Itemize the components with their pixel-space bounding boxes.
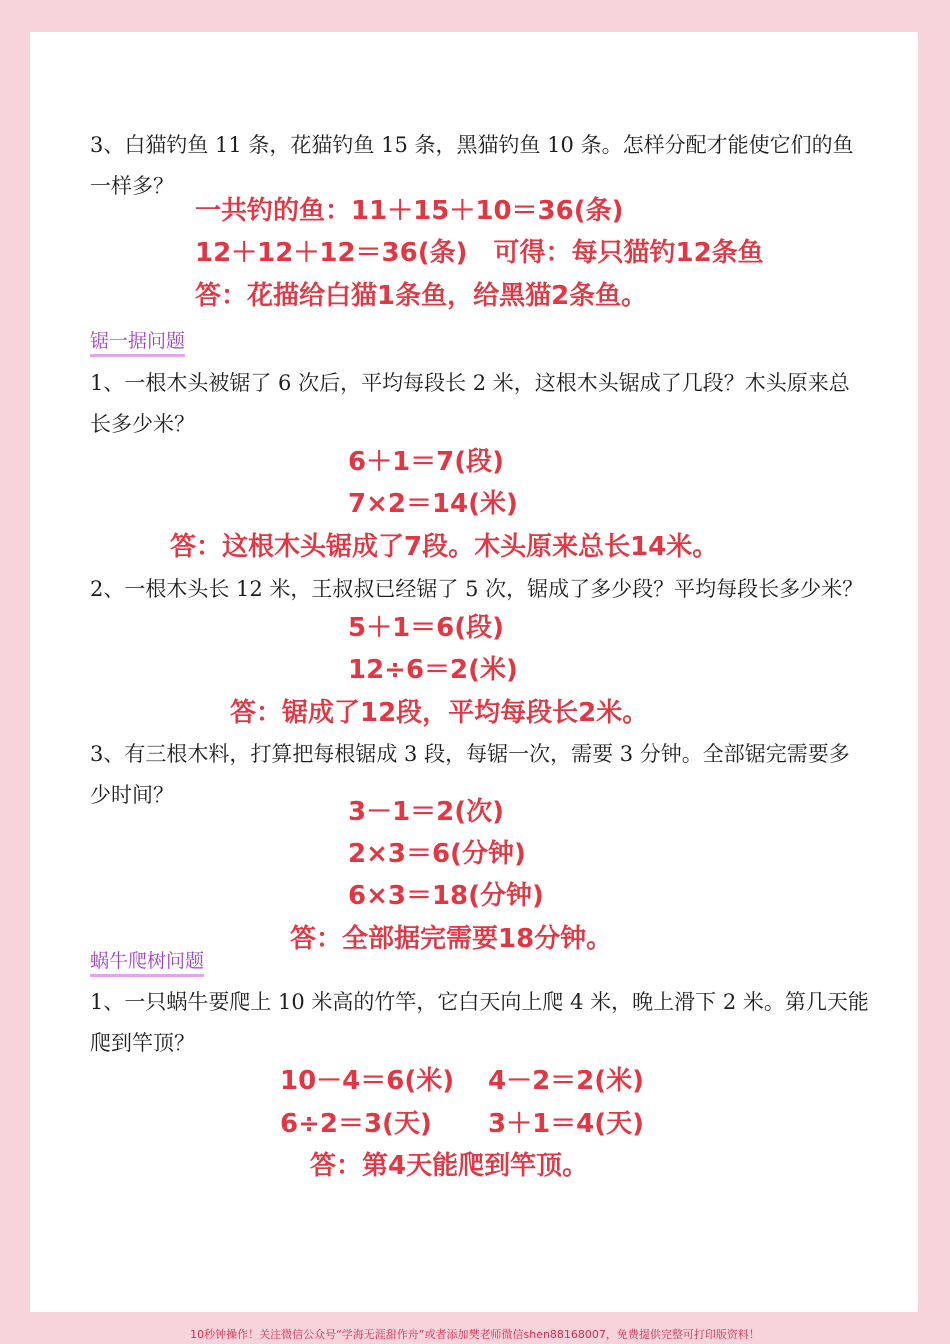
- snail-line-3: 6÷2＝3(天): [280, 1109, 432, 1139]
- snail-line-2: 4－2＝2(米): [488, 1066, 645, 1096]
- fish-answer-line-2: 12＋12＋12＝36(条) 可得：每只猫钓12条鱼: [195, 238, 764, 268]
- saw-q2-answer: 答：锯成了12段，平均每段长2米。: [230, 698, 649, 728]
- snail-line-1: 10－4＝6(米): [280, 1066, 455, 1096]
- saw-q2-line-2: 12÷6＝2(米): [348, 655, 518, 685]
- saw-q2-question: 2、一根木头长 12 米，王叔叔已经锯了 5 次，锯成了多少段？平均每段长多少米？: [90, 577, 864, 601]
- saw-q3-line-1: 3－1＝2(次): [348, 797, 505, 827]
- saw-q3-answer: 答：全部据完需要18分钟。: [290, 924, 613, 954]
- saw-q1-line-2: 7×2＝14(米): [348, 489, 518, 519]
- footer-promo-text: 10秒钟操作！关注微信公众号“学海无涯甜作舟”或者添加樊老师微信shen88168007，免费提供完整可打印版资料！: [190, 1328, 760, 1341]
- fish-answer-line-3: 答：花描给白猫1条鱼，给黑猫2条鱼。: [195, 281, 648, 311]
- section-heading-snail: 蜗牛爬树问题: [90, 949, 204, 977]
- snail-q1-question: 1、一只蜗牛要爬上 10 米高的竹竿，它白天向上爬 4 米，晚上滑下 2 米。第几天能爬到竿顶？: [90, 990, 869, 1055]
- snail-answer: 答：第4天能爬到竿顶。: [310, 1151, 589, 1181]
- fish-answer-line-1: 一共钓的鱼：11＋15＋10＝36(条): [195, 196, 624, 226]
- saw-q1-line-1: 6＋1＝7(段): [348, 447, 505, 477]
- snail-line-4: 3＋1＝4(天): [488, 1109, 645, 1139]
- saw-q2-line-1: 5＋1＝6(段): [348, 613, 505, 643]
- saw-q3-question: 3、有三根木料，打算把每根锯成 3 段，每锯一次，需要 3 分钟。全部锯完需要多少时间？: [90, 742, 850, 807]
- saw-q3-line-2: 2×3＝6(分钟): [348, 839, 526, 869]
- fish-question: 3、白猫钓鱼 11 条，花猫钓鱼 15 条，黑猫钓鱼 10 条。怎样分配才能使它们的鱼一样多？: [90, 133, 854, 198]
- saw-q1-question: 1、一根木头被锯了 6 次后，平均每段长 2 米，这根木头锯成了几段？木头原来总长多少米？: [90, 371, 850, 436]
- saw-q1-answer: 答：这根木头锯成了7段。木头原来总长14米。: [170, 532, 719, 562]
- saw-q3-line-3: 6×3＝18(分钟): [348, 881, 544, 911]
- section-heading-saw: 锯一据问题: [90, 329, 185, 357]
- worksheet-page: [30, 32, 918, 1312]
